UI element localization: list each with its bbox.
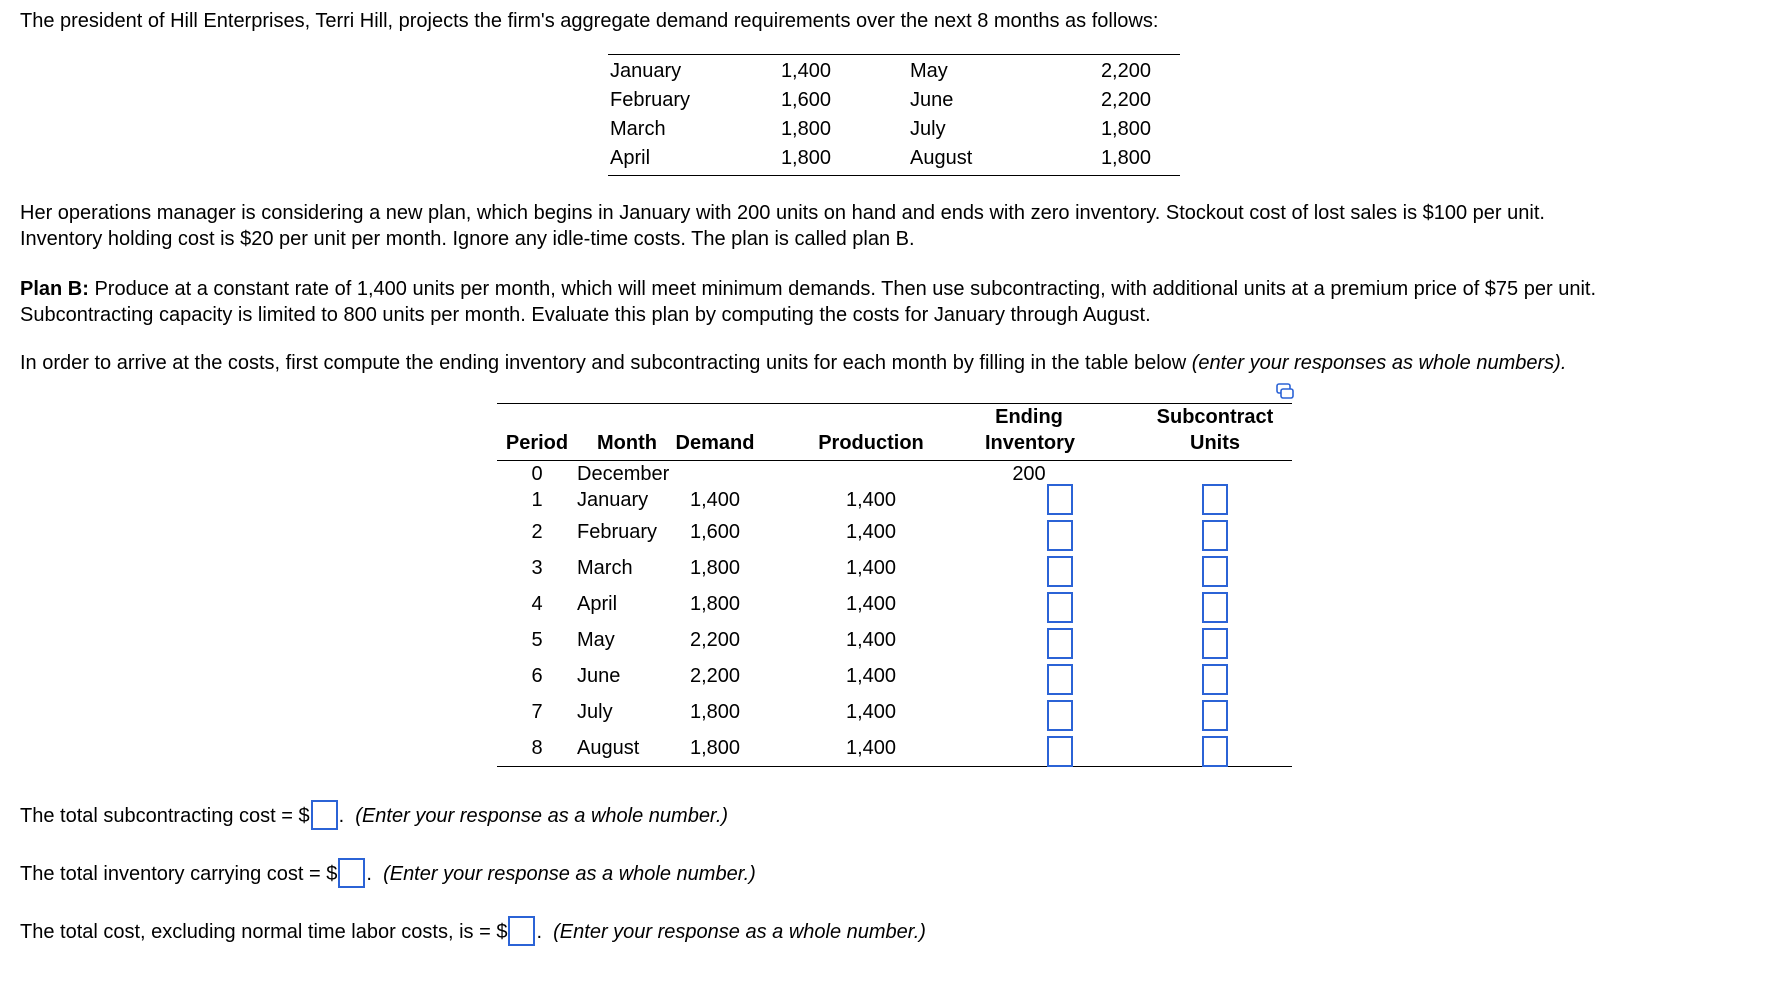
subcontracting-cost-input[interactable] bbox=[311, 800, 338, 830]
table-row: 7 July 1,800 1,400 bbox=[531, 701, 897, 723]
scenario-text-line2: Inventory holding cost is $20 per unit per month. Ignore any idle-time costs. The plan is called plan B. bbox=[20, 228, 915, 250]
header-subcontract-2: Units bbox=[1190, 432, 1240, 454]
header-production: Production bbox=[818, 432, 924, 454]
ending-inventory-input-3[interactable] bbox=[1047, 556, 1073, 587]
plan-b-label: Plan B: bbox=[20, 278, 89, 300]
subcontract-input-5[interactable] bbox=[1202, 628, 1228, 659]
plan-b-line1: Plan B: Produce at a constant rate of 1,400 units per month, which will meet minimum demands. Then use subcontracting, with additional units at a premium price of $75 per unit. bbox=[20, 278, 1596, 300]
header-ending-1: Ending bbox=[995, 406, 1063, 428]
subcontract-input-3[interactable] bbox=[1202, 556, 1228, 587]
instruction-text: In order to arrive at the costs, first compute the ending inventory and subcontracting units for each month by filling in the table below (enter your responses as whole numbers). bbox=[20, 352, 1567, 374]
copy-icon[interactable] bbox=[1276, 383, 1294, 399]
table-body bbox=[497, 461, 1292, 767]
header-period: Period bbox=[505, 432, 569, 454]
subcontract-input-1[interactable] bbox=[1202, 484, 1228, 515]
plan-b-line2: Subcontracting capacity is limited to 800 units per month. Evaluate this plan by computing the costs for January through August. bbox=[20, 304, 1151, 326]
table-row: 3 March 1,800 1,400 bbox=[531, 557, 897, 579]
demand-row: March 1,800 July 1,800 bbox=[610, 118, 1151, 140]
table-row: 8 August 1,800 1,400 bbox=[531, 737, 897, 759]
header-subcontract-1: Subcontract bbox=[1156, 406, 1274, 428]
total-cost-input[interactable] bbox=[508, 916, 535, 946]
question-total-cost: The total cost, excluding normal time labor costs, is = $ . (Enter your response as a whole number.) bbox=[20, 916, 926, 947]
header-month: Month bbox=[597, 432, 657, 454]
ending-inventory-input-2[interactable] bbox=[1047, 520, 1073, 551]
ending-inventory-input-6[interactable] bbox=[1047, 664, 1073, 695]
question-subcontracting-cost: The total subcontracting cost = $ . (Enter your response as a whole number.) bbox=[20, 800, 728, 831]
question-inventory-cost: The total inventory carrying cost = $ . (Enter your response as a whole number.) bbox=[20, 858, 756, 889]
subcontract-input-7[interactable] bbox=[1202, 700, 1228, 731]
plan-b-table bbox=[497, 403, 1292, 767]
demand-row: February 1,600 June 2,200 bbox=[610, 89, 1151, 111]
demand-table bbox=[608, 54, 1180, 176]
ending-inventory-input-8[interactable] bbox=[1047, 736, 1073, 767]
table-row: 0 December 200 bbox=[531, 463, 1046, 485]
inventory-cost-input[interactable] bbox=[338, 858, 365, 888]
subcontract-input-8[interactable] bbox=[1202, 736, 1228, 767]
header-ending-2: Inventory bbox=[985, 432, 1076, 454]
ending-inventory-input-5[interactable] bbox=[1047, 628, 1073, 659]
subcontract-input-2[interactable] bbox=[1202, 520, 1228, 551]
demand-row: April 1,800 August 1,800 bbox=[610, 147, 1151, 169]
table-row: 1 January 1,400 1,400 bbox=[531, 489, 897, 511]
table-header bbox=[497, 403, 1292, 461]
scenario-text-line1: Her operations manager is considering a new plan, which begins in January with 200 units on hand and ends with zero inventory. Stockout cost of lost sales is $100 per unit. bbox=[20, 202, 1545, 224]
ending-inventory-input-7[interactable] bbox=[1047, 700, 1073, 731]
table-row: 6 June 2,200 1,400 bbox=[531, 665, 897, 687]
intro-text: The president of Hill Enterprises, Terri Hill, projects the firm's aggregate demand requirements over the next 8 months as follows: bbox=[20, 10, 1159, 32]
subcontract-input-6[interactable] bbox=[1202, 664, 1228, 695]
table-row: 2 February 1,600 1,400 bbox=[531, 521, 897, 543]
table-row: 5 May 2,200 1,400 bbox=[531, 629, 897, 651]
subcontract-input-4[interactable] bbox=[1202, 592, 1228, 623]
table-row: 4 April 1,800 1,400 bbox=[531, 593, 897, 615]
ending-inventory-input-1[interactable] bbox=[1047, 484, 1073, 515]
header-demand: Demand bbox=[675, 432, 755, 454]
ending-inventory-input-4[interactable] bbox=[1047, 592, 1073, 623]
demand-row: January 1,400 May 2,200 bbox=[610, 60, 1151, 82]
